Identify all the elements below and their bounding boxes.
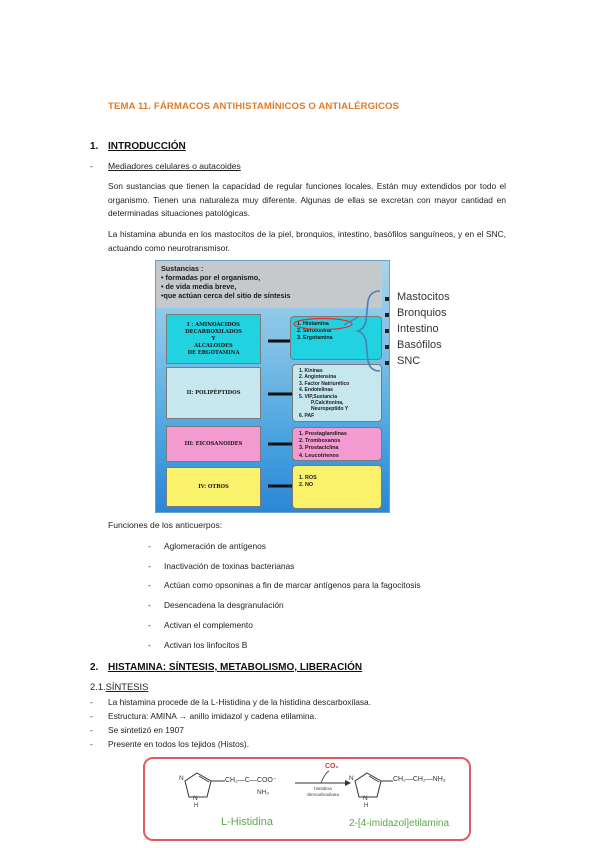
group-label-eicosanoides bbox=[166, 426, 261, 462]
subsection-number: 2.1. bbox=[90, 681, 106, 692]
group-item: Neuropeptido Y bbox=[311, 406, 349, 413]
group-label-line: IV: OTROS bbox=[198, 483, 229, 490]
subheading-mediadores bbox=[90, 161, 241, 171]
location-basofilos: Basófilos bbox=[397, 339, 442, 351]
location-intestino: Intestino bbox=[397, 323, 439, 335]
header-line: •que actúan cerca del sitio de síntesis bbox=[161, 291, 291, 300]
bullet-icon bbox=[385, 297, 389, 301]
ring-h: H bbox=[194, 803, 199, 809]
co2-label: CO₂ bbox=[325, 763, 339, 770]
histidine-decarboxylation-reaction bbox=[143, 757, 471, 841]
group-label-line: DE ERGOTAMINA bbox=[187, 349, 240, 356]
list-item-text: Estructura: AMINA → anillo imidazol y cadena etilamina. bbox=[108, 711, 317, 721]
substrate-label: L-Histidina bbox=[221, 816, 273, 828]
ring-nh: N bbox=[193, 795, 198, 802]
group-label-line: Y bbox=[211, 335, 216, 342]
group-item: 2. Angiotensina bbox=[299, 374, 337, 381]
list-item bbox=[148, 600, 284, 610]
group-item: 1. Prostaglandinas bbox=[299, 431, 347, 437]
header-line: • de vida media breve, bbox=[161, 282, 237, 291]
section-heading-histamina bbox=[90, 662, 362, 673]
group-label-otros bbox=[166, 467, 261, 507]
dash: - bbox=[90, 739, 93, 749]
list-item-text: Presente en todos los tejidos (Histos). bbox=[108, 739, 250, 749]
dash: - bbox=[148, 600, 151, 610]
group-item: 1. ROS bbox=[299, 475, 317, 481]
group-item: 3. Ergotamina bbox=[297, 335, 333, 342]
list-item-text: Activan el complemento bbox=[164, 620, 253, 630]
group-label-aminoacidos bbox=[166, 314, 261, 364]
group-item: 1. Kininas bbox=[299, 368, 323, 374]
group-label-line: ALCALOIDES bbox=[194, 342, 233, 349]
right-chain: CH₂—CH₂—NH₃ bbox=[393, 776, 446, 783]
list-item bbox=[148, 580, 421, 590]
location-bronquios: Bronquios bbox=[397, 307, 447, 319]
dash: - bbox=[148, 580, 151, 590]
group-item: 2. Tromboxanos bbox=[299, 438, 341, 445]
dash: - bbox=[148, 620, 151, 630]
group-label-line: III: EICOSANOIDES bbox=[184, 440, 243, 447]
list-item-text: La histamina procede de la L-Histidina y de la histidina descarboxilasa. bbox=[108, 697, 372, 707]
ring-n: N bbox=[349, 775, 354, 782]
header-line: • formadas por el organismo, bbox=[161, 273, 261, 282]
group-label-line: DECARBOXILADOS bbox=[185, 328, 242, 335]
section-title: HISTAMINA: SÍNTESIS, METABOLISMO, LIBERACIÓN bbox=[108, 662, 363, 673]
group-item: 3. Factor Natriurético bbox=[299, 380, 350, 387]
group-item: 5. VIP,Sustancia bbox=[299, 393, 337, 400]
enzyme-label bbox=[301, 787, 345, 799]
list-item bbox=[90, 697, 371, 707]
section-title: INTRODUCCIÓN bbox=[108, 141, 186, 152]
list-item-text: Se sintetizó en 1907 bbox=[108, 725, 184, 735]
paragraph-sustancias: Son sustancias que tienen la capacidad de regular funciones locales. Están muy extendidos por todo el organismo. Tienen una naturaleza muy diferente. Algunas de ellas se excretan con mayor cantidad en determinadas situaciones patológicas. bbox=[108, 181, 506, 218]
group-item: 4. Endotelinas bbox=[299, 387, 333, 394]
group-items-eicosanoides bbox=[292, 427, 382, 461]
section-number: 2. bbox=[90, 662, 99, 673]
group-label-line: II: POLIPÉPTIDOS bbox=[186, 389, 241, 396]
histamina-item: 1. Histamina bbox=[297, 321, 329, 327]
left-chain: CH₂—C—COO⁻ bbox=[225, 777, 277, 784]
dash: - bbox=[90, 697, 93, 707]
list-item-text: Actúan como opsoninas a fin de marcar antígenos para la fagocitosis bbox=[164, 580, 421, 590]
list-item bbox=[90, 711, 317, 721]
group-item: 3. Prostaciclina bbox=[299, 445, 339, 452]
location-snc: SNC bbox=[397, 355, 421, 367]
list-item-text: Activan los linfocitos B bbox=[164, 640, 248, 650]
left-amine: NH₃ bbox=[257, 789, 270, 796]
product-label: 2-[4-imidazol]etilamina bbox=[349, 818, 450, 829]
location-mastocitos: Mastocitos bbox=[397, 291, 450, 303]
antibody-functions-label: Funciones de los anticuerpos: bbox=[108, 520, 223, 530]
section-number: 1. bbox=[90, 141, 99, 152]
ring-h: H bbox=[364, 803, 369, 809]
list-item bbox=[148, 541, 266, 551]
enzyme-line: descarboxilasa bbox=[307, 793, 339, 798]
group-label-polipeptidos bbox=[166, 367, 261, 419]
group-item: 2. NO bbox=[299, 482, 314, 489]
bullet-icon bbox=[385, 329, 389, 333]
list-item bbox=[148, 640, 247, 650]
subheading-text: Mediadores celulares o autacoides bbox=[108, 161, 241, 171]
bullet-icon bbox=[385, 361, 389, 365]
dash: - bbox=[90, 161, 93, 171]
group-items-otros bbox=[292, 465, 382, 509]
paragraph-histamina: La histamina abunda en los mastocitos de la piel, bronquios, intestino, basófilos sanguíneos, y en el SNC, actuando como neurotransmisor. bbox=[108, 229, 506, 253]
dash: - bbox=[90, 711, 93, 721]
list-item bbox=[148, 561, 294, 571]
group-item: 6. PAF bbox=[299, 412, 315, 419]
ring-nh: N bbox=[363, 795, 368, 802]
group-label-line: I : AMINOÁCIDOS bbox=[187, 321, 240, 328]
ring-n: N bbox=[179, 775, 184, 782]
list-item-text: Aglomeración de antígenos bbox=[164, 541, 266, 551]
dash: - bbox=[148, 561, 151, 571]
group-item: 2. Serotonina bbox=[297, 328, 332, 335]
dash: - bbox=[148, 541, 151, 551]
list-item bbox=[90, 739, 249, 749]
group-item: P,Calcitonina, bbox=[311, 400, 344, 407]
section-heading-introduccion bbox=[90, 141, 186, 152]
header-line: Sustancias : bbox=[161, 264, 204, 273]
subsection-title: SÍNTESIS bbox=[105, 681, 149, 692]
document-title: TEMA 11. FÁRMACOS ANTIHISTAMÍNICOS O ANTIALÉRGICOS bbox=[108, 101, 400, 112]
bullet-icon bbox=[385, 313, 389, 317]
bracket-connector bbox=[336, 287, 386, 377]
enzyme-line: histidina bbox=[314, 787, 332, 792]
dash: - bbox=[90, 725, 93, 735]
list-item bbox=[90, 725, 184, 735]
list-item-text: Inactivación de toxinas bacterianas bbox=[164, 561, 295, 571]
dash: - bbox=[148, 640, 151, 650]
list-item-text: Desencadena la desgranulación bbox=[164, 600, 284, 610]
bullet-icon bbox=[385, 345, 389, 349]
list-item bbox=[148, 620, 253, 630]
subsection-sintesis bbox=[90, 681, 148, 692]
group-item: 4. Leucotrienos bbox=[299, 452, 339, 459]
